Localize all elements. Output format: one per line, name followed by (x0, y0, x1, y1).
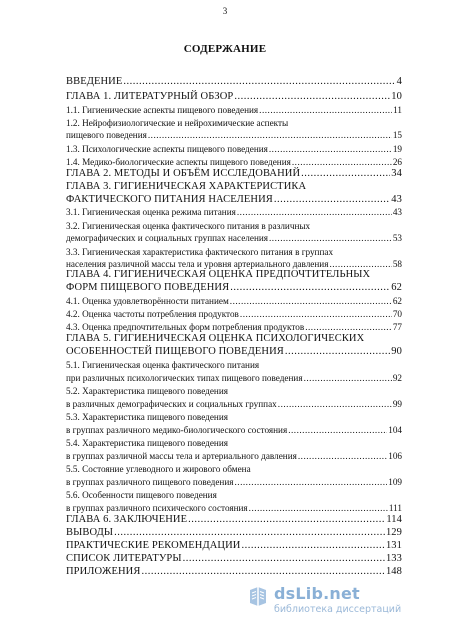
page-number: 3 (222, 6, 228, 16)
toc-entry-1-4: 1.4. Медико-биологические аспекты пищевого поведения ..... 26 (66, 158, 402, 167)
page-title: СОДЕРЖАНИЕ (183, 43, 267, 55)
toc-entry-5-2-line1: 5.2. Характеристика пищевого поведения (66, 386, 228, 396)
toc-entry-conclusions: ВЫВОДЫ ..... 129 (66, 528, 402, 539)
toc-entry-1-3: 1.3. Психологические аспекты пищевого поведения ..... 19 (66, 145, 402, 154)
toc-entry-chapter-3-line2: ФАКТИЧЕСКОГО ПИТАНИЯ НАСЕЛЕНИЯ ..... 43 (66, 195, 402, 206)
dslib-watermark (246, 584, 442, 618)
toc-entry-5-4-line1: 5.4. Характеристика пищевого поведения (66, 438, 228, 448)
toc-entry-chapter-4-line2: ФОРМ ПИЩЕВОГО ПОВЕДЕНИЯ ..... 62 (66, 283, 402, 294)
toc-entry-3-2-line2: демографических и социальных группах населения ..... 53 (66, 234, 402, 243)
toc-entry-chapter-6: ГЛАВА 6. ЗАКЛЮЧЕНИЕ ..... 114 (66, 515, 402, 526)
toc-entry-3-3-line2: населения различной массы тела и уровня артериального давления ..... 58 (66, 260, 402, 269)
toc-entry-chapter-5-line2: ОСОБЕННОСТЕЙ ПИЩЕВОГО ПОВЕДЕНИЯ ..... 90 (66, 347, 402, 358)
toc-entry-chapter-5-line1: ГЛАВА 5. ГИГИЕНИЧЕСКАЯ ОЦЕНКА ПСИХОЛОГИЧЕСКИХ (66, 333, 365, 344)
toc-entry-5-3-line2: в группах различного медико-биологического состояния ..... 104 (66, 426, 402, 435)
toc-entry-3-3-line1: 3.3. Гигиеническая характеристика фактического питания в группах (66, 247, 334, 257)
toc-entry-chapter-4-line1: ГЛАВА 4. ГИГИЕНИЧЕСКАЯ ОЦЕНКА ПРЕДПОЧТИТЕЛЬНЫХ (66, 269, 371, 280)
toc-entry-1-1: 1.1. Гигиенические аспекты пищевого поведения ..... 11 (66, 106, 402, 115)
toc-entry-intro: ВВЕДЕНИЕ ..... 4 (66, 77, 402, 88)
toc-entry-5-5-line2: в группах различного пищевого поведения ..... 109 (66, 478, 402, 487)
toc-entry-3-2-line1: 3.2. Гигиеническая оценка фактического питания в различных (66, 221, 311, 231)
toc-entry-4-3: 4.3. Оценка предпочтительных форм потребления продуктов ..... 77 (66, 323, 402, 332)
watermark-title: dsLib.net (274, 584, 360, 603)
toc-entry-1-2-line2: пищевого поведения ..... 15 (66, 131, 402, 140)
toc-entry-chapter-1: ГЛАВА 1. ЛИТЕРАТУРНЫЙ ОБЗОР ..... 10 (66, 92, 402, 103)
toc-entry-5-4-line2: в группах различной массы тела и артериального давления ..... 106 (66, 452, 402, 461)
toc-entry-5-6-line2: в группах различного психического состояния ..... 111 (66, 504, 402, 513)
book-logo-icon (246, 584, 270, 608)
toc-entry-3-1: 3.1. Гигиеническая оценка режима питания ..... 43 (66, 208, 402, 217)
toc-entry-chapter-3-line1: ГЛАВА 3. ГИГИЕНИЧЕСКАЯ ХАРАКТЕРИСТИКА (66, 181, 307, 192)
toc-entry-recommendations: ПРАКТИЧЕСКИЕ РЕКОМЕНДАЦИИ ..... 131 (66, 541, 402, 552)
toc-entry-5-1-line2: при различных психологических типах пищевого поведения ..... 92 (66, 374, 402, 383)
toc-entry-5-2-line2: в различных демографических и социальных группах ..... 99 (66, 400, 402, 409)
toc-entry-references: СПИСОК ЛИТЕРАТУРЫ ..... 133 (66, 554, 402, 565)
toc-entry-5-5-line1: 5.5. Состояние углеводного и жирового обмена (66, 464, 251, 474)
toc-entry-5-1-line1: 5.1. Гигиеническая оценка фактического питания (66, 360, 260, 370)
toc-entry-4-2: 4.2. Оценка частоты потребления продуктов ..... 70 (66, 310, 402, 319)
watermark-subtitle: библиотека диссертаций (274, 604, 402, 615)
toc-entry-5-3-line1: 5.3. Характеристика пищевого поведения (66, 412, 228, 422)
toc-entry-chapter-2: ГЛАВА 2. МЕТОДЫ И ОБЪЁМ ИССЛЕДОВАНИЙ ..... 34 (66, 169, 402, 180)
toc-entry-4-1: 4.1. Оценка удовлетворённости питанием ..... 62 (66, 297, 402, 306)
toc-entry-5-6-line1: 5.6. Особенности пищевого поведения (66, 490, 217, 500)
toc-entry-appendix: ПРИЛОЖЕНИЯ ..... 148 (66, 567, 402, 578)
toc-entry-1-2-line1: 1.2. Нейрофизиологические и нейрохимические аспекты (66, 118, 289, 128)
